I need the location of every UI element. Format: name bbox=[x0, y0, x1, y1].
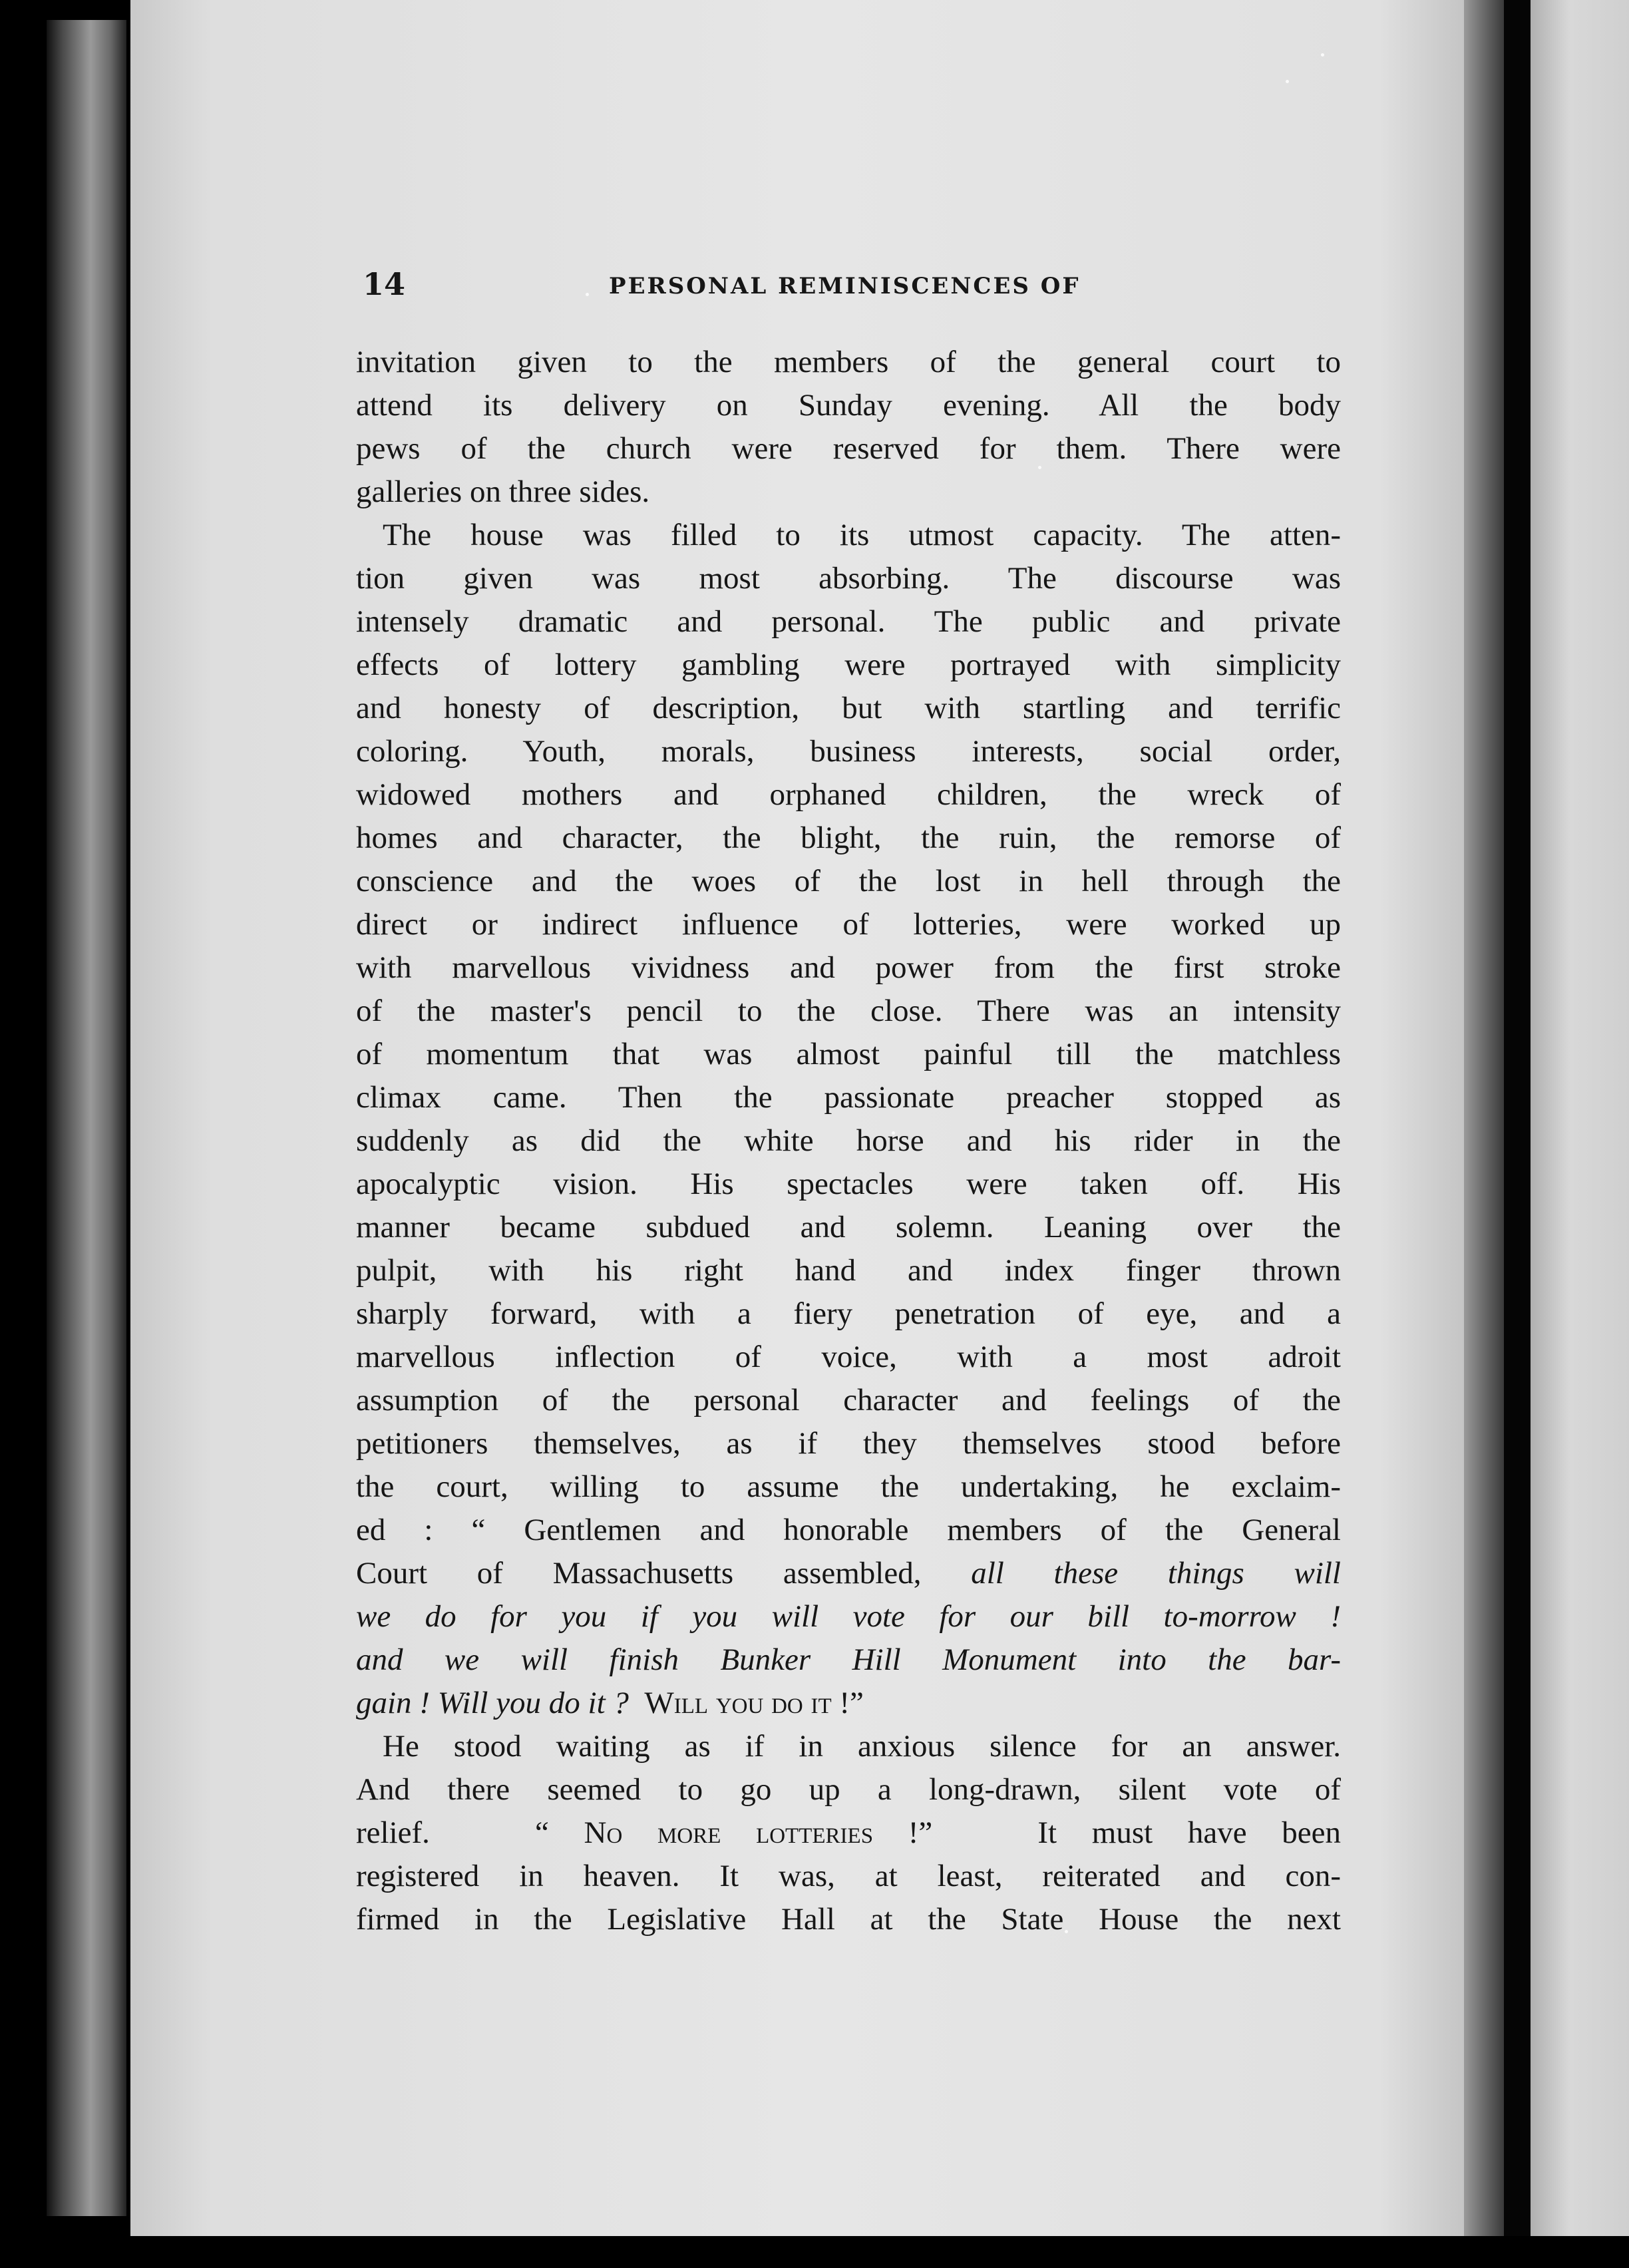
text-line: the court, willing to assume the undertaking, he exclaim- bbox=[356, 1469, 1341, 1504]
text-segment: Court of Massachusetts assembled, bbox=[356, 1556, 922, 1591]
text-line: manner became subdued and solemn. Leaning over the bbox=[356, 1210, 1341, 1244]
text-line: The house was filled to its utmost capacity. The atten- bbox=[383, 518, 1341, 552]
text-line: petitioners themselves, as if they themselves stood before bbox=[356, 1426, 1341, 1461]
text-segment: relief. bbox=[356, 1815, 430, 1850]
scan-speck bbox=[1286, 80, 1289, 83]
text-line: widowed mothers and orphaned children, the wreck of bbox=[356, 777, 1341, 812]
small-caps-segment: Will you do it !” bbox=[644, 1686, 864, 1720]
text-line: coloring. Youth, morals, business interests, social order, bbox=[356, 734, 1341, 769]
text-line: of momentum that was almost painful till the matchless bbox=[356, 1037, 1341, 1071]
paragraph bbox=[356, 341, 1341, 514]
text-line: intensely dramatic and personal. The public and private bbox=[356, 604, 1341, 639]
text-line: direct or indirect influence of lotteries, were worked up bbox=[356, 907, 1341, 942]
text-line: effects of lottery gambling were portrayed with simplicity bbox=[356, 648, 1341, 682]
italic-segment: all these things will bbox=[971, 1556, 1341, 1591]
text-line: apocalyptic vision. His spectacles were taken off. His bbox=[356, 1167, 1341, 1201]
text-line: attend its delivery on Sunday evening. All the body bbox=[356, 388, 1341, 423]
running-head bbox=[363, 266, 1341, 319]
text-line: galleries on three sides. bbox=[356, 474, 650, 509]
paragraph bbox=[356, 514, 1341, 1725]
text-line: and honesty of description, but with startling and terrific bbox=[356, 691, 1341, 725]
text-line: pews of the church were reserved for them. There were bbox=[356, 431, 1341, 466]
italic-segment: gain ! Will you do it ? bbox=[356, 1686, 629, 1720]
text-line: homes and character, the blight, the ruin, the remorse of bbox=[356, 821, 1341, 855]
text-line bbox=[356, 1552, 1341, 1595]
book-gutter bbox=[1504, 0, 1531, 2236]
text-line: And there seemed to go up a long-drawn, silent vote of bbox=[356, 1772, 1341, 1807]
text-line: sharply forward, with a fiery penetration of eye, and a bbox=[356, 1296, 1341, 1331]
text-line-italic: and we will finish Bunker Hill Monument into the bar- bbox=[356, 1642, 1341, 1677]
text-line: tion given was most absorbing. The discourse was bbox=[356, 561, 1341, 596]
scan-speck bbox=[1321, 53, 1324, 57]
scan-bottom-border bbox=[0, 2236, 1629, 2268]
text-line: assumption of the personal character and feelings of the bbox=[356, 1383, 1341, 1418]
text-block bbox=[356, 266, 1341, 1941]
text-line: firmed in the Legislative Hall at the State House the next bbox=[356, 1902, 1341, 1937]
text-segment: It must have been bbox=[1037, 1815, 1342, 1850]
text-line bbox=[356, 1682, 1341, 1725]
text-line: marvellous inflection of voice, with a most adroit bbox=[356, 1340, 1341, 1374]
text-line: conscience and the woes of the lost in hell through the bbox=[356, 864, 1341, 898]
text-line: of the master's pencil to the close. There was an intensity bbox=[356, 994, 1341, 1028]
text-line bbox=[356, 1811, 1341, 1855]
text-line: registered in heaven. It was, at least, reiterated and con- bbox=[356, 1859, 1341, 1893]
text-line-italic: we do for you if you will vote for our bill to-morrow ! bbox=[356, 1599, 1341, 1634]
text-line: invitation given to the members of the general court to bbox=[356, 345, 1341, 379]
facing-page-edge bbox=[1531, 0, 1629, 2236]
text-line: suddenly as did the white horse and his rider in the bbox=[356, 1123, 1341, 1158]
text-line: with marvellous vividness and power from the first stroke bbox=[356, 950, 1341, 985]
book-binding-edge bbox=[47, 20, 126, 2216]
text-line: pulpit, with his right hand and index finger thrown bbox=[356, 1253, 1341, 1288]
running-title: PERSONAL REMINISCENCES OF bbox=[609, 273, 1081, 299]
page-edge-shadow bbox=[1464, 0, 1504, 2236]
text-line: He stood waiting as if in anxious silence for an answer. bbox=[383, 1729, 1341, 1764]
small-caps-segment: “ No more lotteries !” bbox=[535, 1815, 933, 1850]
text-line: ed : “ Gentlemen and honorable members of the General bbox=[356, 1513, 1341, 1547]
paragraph bbox=[356, 1725, 1341, 1941]
text-line: climax came. Then the passionate preacher stopped as bbox=[356, 1080, 1341, 1115]
page-number: 14 bbox=[363, 266, 406, 302]
